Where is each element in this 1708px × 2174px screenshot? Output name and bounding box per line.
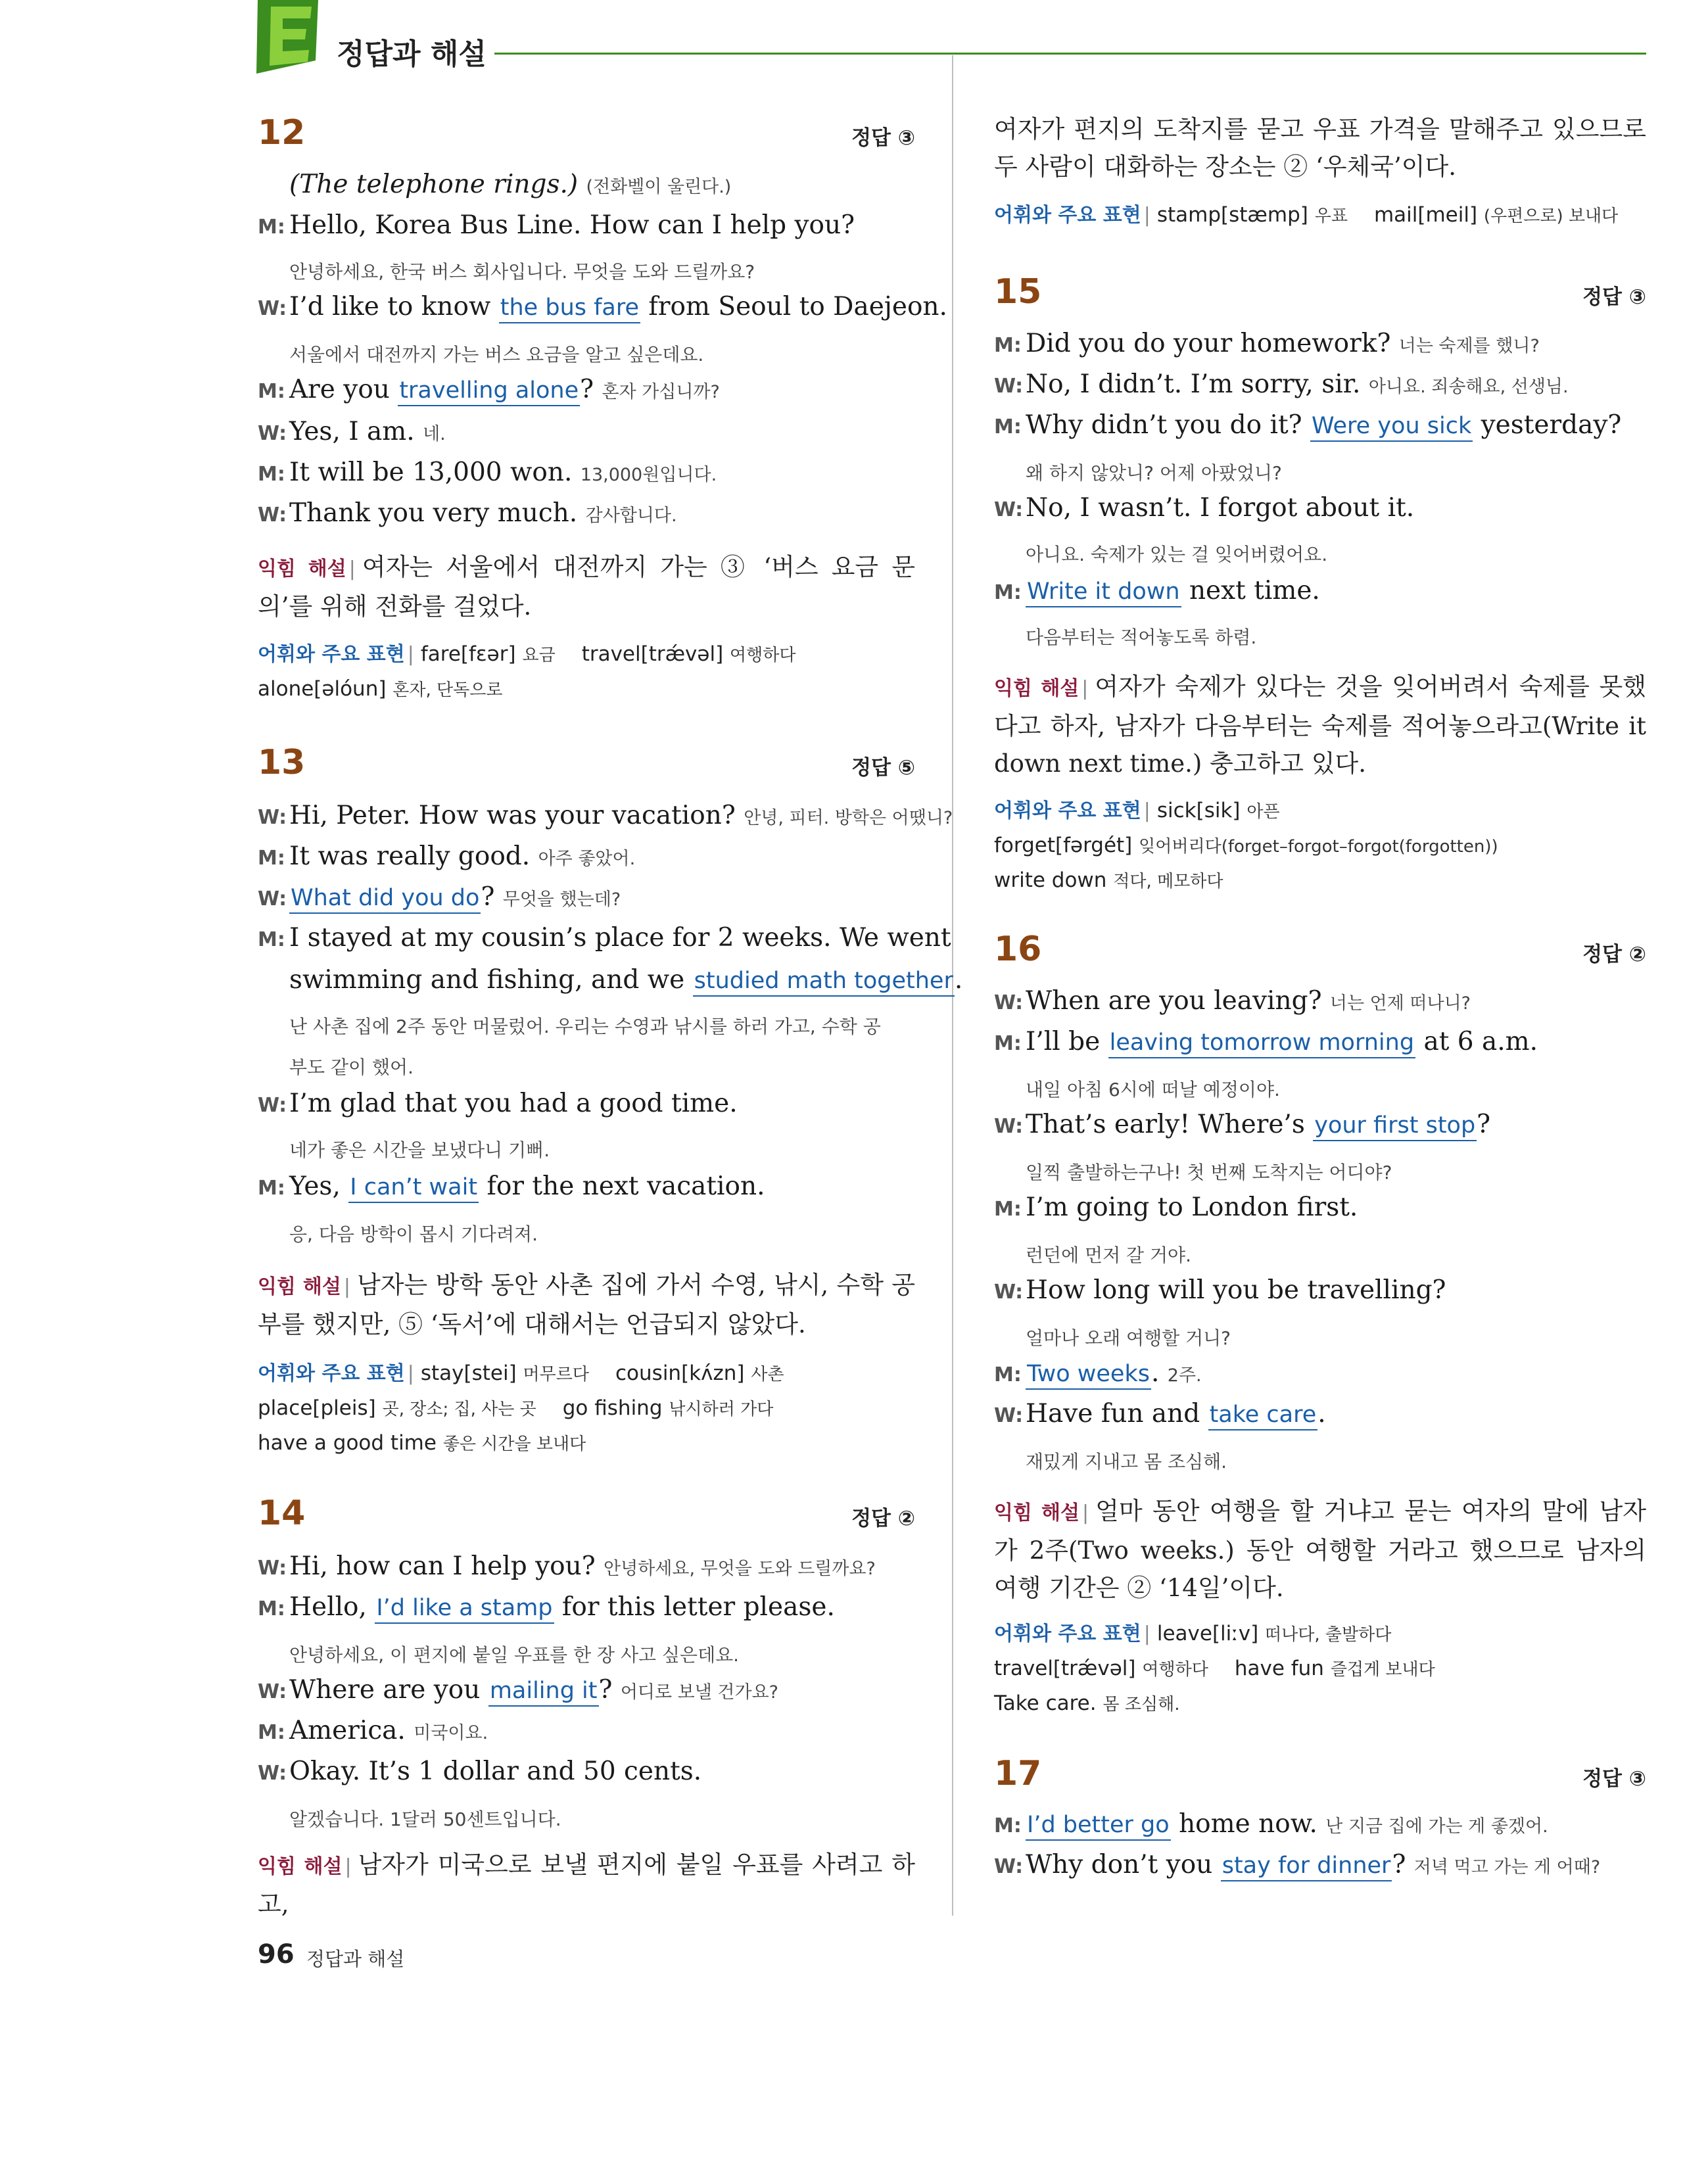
translation: 난 사촌 집에 2주 동안 머물렀어. 우리는 수영과 낚시를 하러 가고, 수학 공 (289, 1016, 881, 1037)
dialogue-line: W:Yes, I am. 네. (258, 417, 446, 446)
dialogue-line: W:When are you leaving? 너는 언제 떠나니? (994, 986, 1471, 1016)
stage-direction: (The telephone rings.) (전화벨이 울린다.) (289, 170, 732, 199)
translation: 재밌게 지내고 몸 조심해. (1026, 1451, 1227, 1473)
translation: 알겠습니다. 1달러 50센트입니다. (289, 1808, 561, 1830)
dialogue-line: W:That’s early! Where’s your first stop? (994, 1110, 1646, 1139)
highlight-phrase: What did you do (289, 885, 481, 914)
dialogue-line: M: Hello, Korea Bus Line. How can I help you? (258, 210, 855, 240)
explanation: 익힘 해설 | 남자가 미국으로 보낼 편지에 붙일 우표를 사려고 하고, (258, 1851, 915, 1918)
answer-label: 정답 ③ (851, 126, 915, 150)
dialogue-line: M: Why didn’t you do it? Were you sick yesterday? (994, 410, 1646, 440)
translation: 일찍 출발하는구나! 첫 번째 도착지는 어디야? (1026, 1162, 1392, 1183)
translation: 안녕하세요, 이 편지에 붙일 우표를 한 장 사고 싶은데요. (289, 1644, 740, 1666)
highlight-phrase: I can’t wait (348, 1174, 479, 1203)
dialogue-line: W:No, I wasn’t. I forgot about it. (994, 493, 1415, 523)
translation: 서울에서 대전까지 가는 버스 요금을 알고 싶은데요. (289, 344, 704, 366)
dialogue-line: W:Where are you mailing it? 어디로 보낼 건가요? (258, 1675, 915, 1705)
question-17-header (994, 1754, 1646, 1800)
dialogue-line: W:Why don’t you stay for dinner? 저녁 먹고 가는 게 어때? (994, 1850, 1646, 1879)
highlight-phrase: Two weeks (1026, 1361, 1151, 1390)
vocabulary: 어휘와 주요 표현 | stamp[stæmp] 우표 mail[meil] (우편으로) 보내다 (994, 203, 1619, 227)
translation: 부도 같이 했어. (289, 1056, 414, 1078)
dialogue-line: W:I’m glad that you had a good time. (258, 1089, 738, 1118)
translation: 네가 좋은 시간을 보냈다니 기뻐. (289, 1139, 550, 1161)
vocabulary: 어휘와 주요 표현 | stay[stei] 머무르다 cousin[kʌ́zn] 사촌 place[pleis] 곳, 장소; 집, 사는 곳 go fishing 낚시하러 가다 have a good time 좋은 시간을 보내다 (258, 1361, 784, 1455)
dialogue-line: W:Thank you very much. 감사합니다. (258, 498, 677, 528)
page-number: 96 (258, 1939, 295, 1970)
dialogue-line: W:Hi, Peter. How was your vacation? 안녕, 피터. 방학은 어땠니? (258, 801, 953, 830)
header-title: 정답과 해설 (337, 37, 486, 71)
question-16-header (994, 930, 1646, 976)
dialogue-line: M: Did you do your homework? 너는 숙제를 했니? (994, 329, 1540, 358)
answer-label: 정답 ② (851, 1507, 915, 1530)
footer-label: 정답과 해설 (306, 1948, 405, 1970)
question-number: 12 (258, 113, 306, 153)
dialogue-line: M: Yes, I can’t wait for the next vacation. (258, 1171, 915, 1201)
answer-label: 정답 ③ (1582, 1767, 1646, 1791)
highlight-phrase: leaving tomorrow morning (1108, 1029, 1415, 1058)
translation: 아니요. 숙제가 있는 걸 잊어버렸어요. (1026, 544, 1328, 565)
question-15-header (994, 272, 1646, 318)
question-number: 14 (258, 1494, 306, 1533)
header-rule (494, 53, 1646, 55)
question-number: 13 (258, 743, 306, 782)
question-number: 16 (994, 930, 1042, 969)
vocabulary: 어휘와 주요 표현 | leave[liːv] 떠나다, 출발하다 travel[trǽvəl] 여행하다 have fun 즐겁게 보내다 Take care. 몸 조심해. (994, 1622, 1435, 1715)
dialogue-line: W:Hi, how can I help you? 안녕하세요, 무엇을 도와 드릴까요? (258, 1551, 876, 1581)
highlight-phrase: the bus fare (499, 295, 640, 323)
answer-label: 정답 ⑤ (851, 756, 915, 780)
dialogue-line: M: I stayed at my cousin’s place for 2 weeks. We went (258, 923, 951, 953)
vocabulary: 어휘와 주요 표현 | fare[fɛər] 요금 travel[trǽvəl] 여행하다 alone[əlóun] 혼자, 단독으로 (258, 642, 796, 701)
dialogue-line: M: I’m going to London first. (994, 1193, 1358, 1222)
translation: 내일 아침 6시에 떠날 예정이야. (1026, 1079, 1280, 1100)
dialogue-line: W: What did you do? 무엇을 했는데? (258, 882, 915, 912)
highlight-phrase: Write it down (1026, 579, 1181, 607)
dialogue-line: M: Hello, I’d like a stamp for this letter please. (258, 1592, 915, 1622)
vocabulary: 어휘와 주요 표현 | sick[sik] 아픈 forget[fərgét] 잊어버리다(forget–forgot–forgot(forgotten)) write down 적다, 메모하다 (994, 799, 1498, 892)
dialogue-line: W:Have fun and take care. (994, 1399, 1646, 1429)
question-13-header (258, 743, 915, 789)
explanation: 익힘 해설 | 여자가 숙제가 있다는 것을 잊어버려서 숙제를 못했다고 하자, 남자가 다음부터는 숙제를 적어놓으라고(Write it down next time.) 충고하고 있다. (994, 673, 1646, 778)
explanation: 익힘 해설 | 남자는 방학 동안 사촌 집에 가서 수영, 낚시, 수학 공부를 했지만, ⑤ ‘독서’에 대해서는 언급되지 않았다. (258, 1271, 915, 1338)
dialogue-line: W:How long will you be travelling? (994, 1275, 1446, 1305)
dialogue-line: W:I’d like to know the bus fare from Seoul to Daejeon. (258, 292, 915, 321)
translation: 런던에 먼저 갈 거야. (1026, 1244, 1191, 1266)
question-number: 17 (994, 1754, 1042, 1793)
highlight-phrase: I’d better go (1026, 1812, 1171, 1841)
section-logo-icon (252, 0, 325, 74)
explanation: 익힘 해설 | 얼마 동안 여행을 할 거냐고 묻는 여자의 말에 남자가 2주(Two weeks.) 동안 여행할 거라고 했으므로 남자의 여행 기간은 ② ‘14일’이다. (994, 1497, 1646, 1602)
question-number: 15 (994, 272, 1042, 312)
question-14-header (258, 1494, 915, 1540)
translation: 안녕하세요, 한국 버스 회사입니다. 무엇을 도와 드릴까요? (289, 261, 755, 283)
dialogue-line: M: I’ll be leaving tomorrow morning at 6 a.m. (994, 1027, 1646, 1056)
answer-label: 정답 ③ (1582, 285, 1646, 309)
explanation: 익힘 해설 | 여자는 서울에서 대전까지 가는 ③ ‘버스 요금 문의’를 위해 전화를 걸었다. (258, 553, 915, 621)
dialogue-line: M: It will be 13,000 won. 13,000원입니다. (258, 458, 717, 487)
dialogue-line: W:Okay. It’s 1 dollar and 50 cents. (258, 1757, 702, 1786)
dialogue-line: M: America. 미국이요. (258, 1716, 488, 1745)
translation: 왜 하지 않았니? 어제 아팠었니? (1026, 462, 1282, 484)
translation: 응, 다음 방학이 몹시 기다려져. (289, 1223, 538, 1245)
dialogue-line: W:No, I didn’t. I’m sorry, sir. 아니요. 죄송해요, 선생님. (994, 369, 1569, 399)
dialogue-line: M: I’d better go home now. 난 지금 집에 가는 게 좋겠어. (994, 1809, 1646, 1839)
translation: 얼마나 오래 여행할 거니? (1026, 1327, 1231, 1349)
highlight-phrase: Were you sick (1310, 413, 1473, 442)
highlight-phrase: I’d like a stamp (375, 1595, 554, 1624)
explanation-continued: 여자가 편지의 도착지를 묻고 우표 가격을 말해주고 있으므로 두 사람이 대화하는 장소는 ② ‘우체국’이다. (994, 115, 1646, 181)
highlight-phrase: your first stop (1313, 1112, 1477, 1141)
dialogue-line: M: It was really good. 아주 좋았어. (258, 841, 636, 871)
translation: 다음부터는 적어놓도록 하렴. (1026, 626, 1257, 648)
highlight-phrase: mailing it (488, 1678, 599, 1707)
highlight-phrase: studied math together (693, 968, 955, 997)
dialogue-line: M: Are you travelling alone? 혼자 가십니까? (258, 375, 915, 404)
dialogue-line: M: Write it down next time. (994, 576, 1646, 605)
dialogue-line: M: Two weeks. 2주. (994, 1358, 1646, 1388)
dialogue-line-continued: swimming and fishing, and we studied math together. (289, 965, 915, 995)
answer-label: 정답 ② (1582, 943, 1646, 966)
question-12-header (258, 113, 915, 159)
highlight-phrase: travelling alone (398, 377, 580, 406)
highlight-phrase: stay for dinner (1221, 1853, 1392, 1881)
highlight-phrase: take care (1208, 1402, 1318, 1430)
